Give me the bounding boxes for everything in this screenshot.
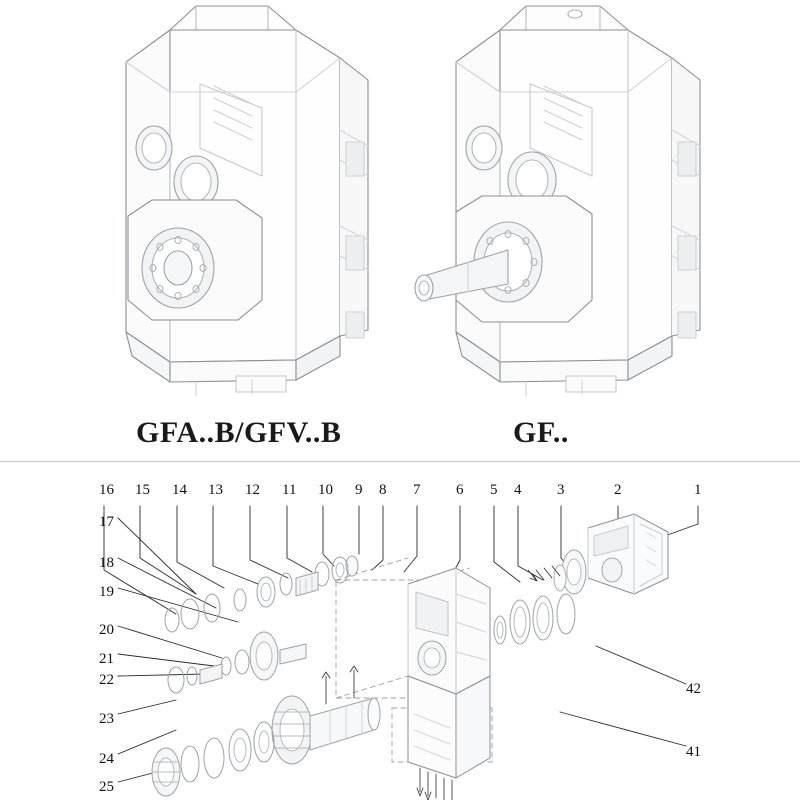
- callout-13: 13: [208, 482, 223, 498]
- caption-gfa-gfv-b: GFA..B/GFV..B: [136, 416, 342, 449]
- callout-5: 5: [490, 482, 498, 498]
- callout-9: 9: [355, 482, 363, 498]
- exploded-parts-diagram: [0, 462, 800, 800]
- callout-10: 10: [318, 482, 333, 498]
- caption-gf: GF..: [513, 416, 569, 449]
- callout-7: 7: [413, 482, 421, 498]
- callout-17: 17: [99, 514, 114, 530]
- callout-42: 42: [686, 681, 701, 697]
- callout-19: 19: [99, 584, 114, 600]
- callout-15: 15: [135, 482, 150, 498]
- callout-22: 22: [99, 672, 114, 688]
- callout-8: 8: [379, 482, 387, 498]
- left-gearbox-drawing: [126, 6, 368, 396]
- callout-1: 1: [694, 482, 702, 498]
- callout-23: 23: [99, 711, 114, 727]
- callout-24: 24: [99, 751, 114, 767]
- right-gearbox-drawing: [415, 6, 700, 396]
- callout-41: 41: [686, 744, 701, 760]
- callout-21: 21: [99, 651, 114, 667]
- callout-12: 12: [245, 482, 260, 498]
- callout-2: 2: [614, 482, 622, 498]
- callout-18: 18: [99, 555, 114, 571]
- callout-4: 4: [514, 482, 522, 498]
- callout-6: 6: [456, 482, 464, 498]
- callout-14: 14: [172, 482, 187, 498]
- exploded-diagram-artwork: [0, 462, 800, 800]
- callout-25: 25: [99, 779, 114, 795]
- callout-16: 16: [99, 482, 114, 498]
- callout-3: 3: [557, 482, 565, 498]
- callout-11: 11: [282, 482, 297, 498]
- callout-20: 20: [99, 622, 114, 638]
